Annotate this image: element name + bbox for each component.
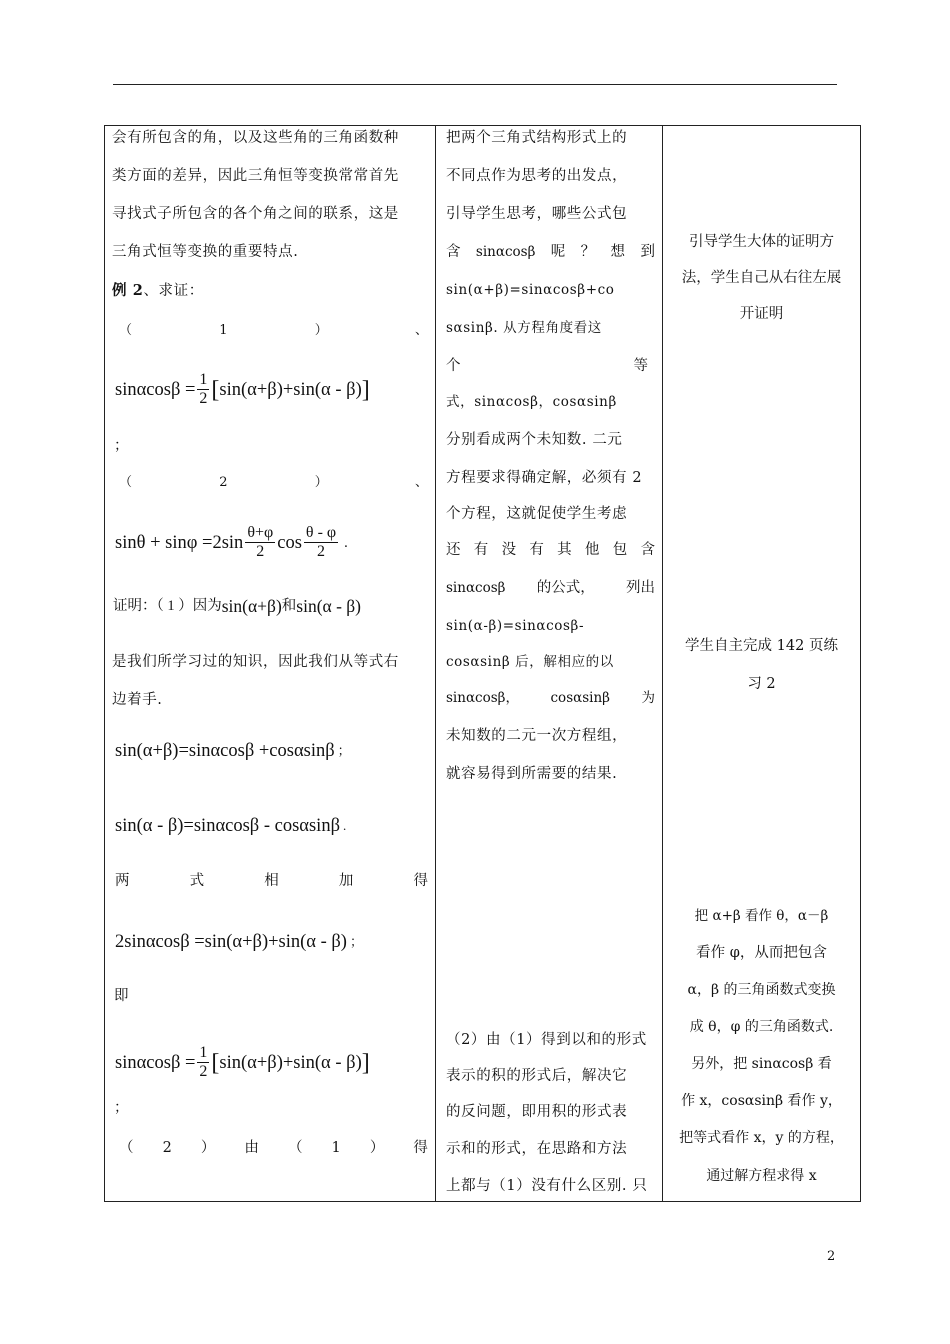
- method-line-1: 把两个三角式结构形式上的: [446, 130, 628, 146]
- example-heading: 例 2、求证：: [112, 282, 204, 299]
- item-1-label: （ 1 ） 、: [119, 323, 428, 338]
- semicolon-2: ；: [114, 1100, 130, 1116]
- method-line-21: 的反问题，即用积的形式表: [446, 1104, 628, 1120]
- formula-3: sinαcosβ = $\frac{1}{2}$ [ sin(α+β)+sin(α - β) ]: [115, 1044, 370, 1080]
- item-2-label: （ 2 ） 、: [119, 475, 428, 490]
- equation-sum: sin(α+β)=sinαcosβ +cosαsinβ ；: [115, 741, 351, 761]
- method-line-18: 就容易得到所需要的结果.: [446, 766, 618, 782]
- semicolon-1: ；: [114, 438, 130, 454]
- method-line-8: 式，sinαcosβ，cosαsinβ: [446, 394, 617, 410]
- formula-1: sinαcosβ = $\frac{1}{2}$ [ sin(α+β)+sin(α - β) ]: [115, 371, 370, 407]
- activity-line-5: 习 2: [747, 676, 776, 692]
- method-line-6: sαsinβ. 从方程角度看这: [446, 320, 602, 336]
- method-line-5: sin(α+β)=sinαcosβ+co: [446, 282, 615, 298]
- method-line-4: 含 sinαcosβ 呢 ？ 想 到: [446, 244, 655, 260]
- activity-line-1: 引导学生大体的证明方: [689, 234, 834, 250]
- header-rule: [113, 84, 837, 85]
- method-line-7: 个 等: [446, 358, 648, 374]
- activity-line-7: 看作 φ，从而把包含: [696, 945, 827, 961]
- method-line-11: 个方程，这就促使学生考虑: [446, 506, 628, 522]
- method-line-23: 上都与（1）没有什么区别. 只: [446, 1178, 648, 1194]
- intro-line-3: 寻找式子所包含的各个角之间的联系，这是: [112, 206, 399, 222]
- method-line-19: （2）由（1）得到以和的形式: [446, 1032, 647, 1048]
- method-line-13: sinαcosβ 的公式， 列出: [446, 580, 655, 596]
- method-column: [436, 126, 663, 1202]
- activity-line-10: 另外，把 sinαcosβ 看: [691, 1056, 832, 1072]
- activity-line-11: 作 x，cosαsinβ 看作 y，: [681, 1093, 842, 1109]
- activity-line-2: 法，学生自己从右往左展: [681, 270, 842, 286]
- method-line-3: 引导学生思考，哪些公式包: [446, 206, 628, 222]
- method-line-14: sin(α-β)=sinαcosβ-: [446, 618, 585, 634]
- proof-line-2: 边着手.: [112, 692, 163, 708]
- part-2-line: （ 2 ） 由 （ 1 ） 得: [119, 1140, 428, 1156]
- intro-line-4: 三角式恒等变换的重要特点.: [112, 244, 299, 260]
- method-line-9: 分别看成两个未知数. 二元: [446, 432, 623, 448]
- activity-line-13: 通过解方程求得 x: [706, 1168, 817, 1184]
- activity-line-3: 开证明: [739, 306, 784, 322]
- add-line: 两 式 相 加 得: [115, 873, 428, 889]
- activity-line-6: 把 α+β 看作 θ，α－β: [694, 908, 829, 924]
- method-line-20: 表示的积的形式后，解决它: [446, 1068, 628, 1084]
- method-line-10: 方程要求得确定解，必须有 2: [446, 470, 643, 486]
- ji-label: 即: [114, 988, 130, 1004]
- activity-line-12: 把等式看作 x，y 的方程，: [679, 1130, 844, 1146]
- equation-added: 2sinαcosβ =sin(α+β)+sin(α - β) ；: [115, 932, 363, 952]
- method-line-2: 不同点作为思考的出发点，: [446, 168, 628, 184]
- method-line-22: 示和的形式，在思路和方法: [446, 1141, 628, 1157]
- method-line-12: 还 有 没 有 其 他 包 含: [446, 542, 655, 558]
- proof-line-1: 是我们所学习过的知识，因此我们从等式右: [112, 654, 399, 670]
- content-column: [105, 126, 436, 1202]
- activity-line-8: α，β 的三角函数式变换: [687, 982, 836, 998]
- intro-line-1: 会有所包含的角，以及这些角的三角函数种: [112, 130, 399, 146]
- activity-line-9: 成 θ，φ 的三角函数式.: [689, 1019, 834, 1035]
- equation-diff: sin(α - β)=sinαcosβ - cosαsinβ .: [115, 816, 347, 836]
- method-line-16: sinαcosβ， cosαsinβ 为: [446, 690, 655, 706]
- page-number: 2: [827, 1249, 836, 1264]
- lesson-table: [104, 125, 861, 1202]
- student-activity-column: [663, 126, 861, 1202]
- intro-line-2: 类方面的差异，因此三角恒等变换常常首先: [112, 168, 399, 184]
- activity-line-4: 学生自主完成 142 页练: [685, 638, 838, 654]
- method-line-15: cosαsinβ 后，解相应的以: [446, 654, 614, 670]
- formula-2: sinθ + sinφ =2sin $\frac{\theta+\varphi}{2}$ cos $\frac{\theta - \varphi}{2}$ .: [115, 524, 348, 560]
- method-line-17: 未知数的二元一次方程组，: [446, 728, 628, 744]
- proof-intro: 证明：（ 1 ）因为 sin(α+β) 和 sin(α - β): [113, 596, 362, 616]
